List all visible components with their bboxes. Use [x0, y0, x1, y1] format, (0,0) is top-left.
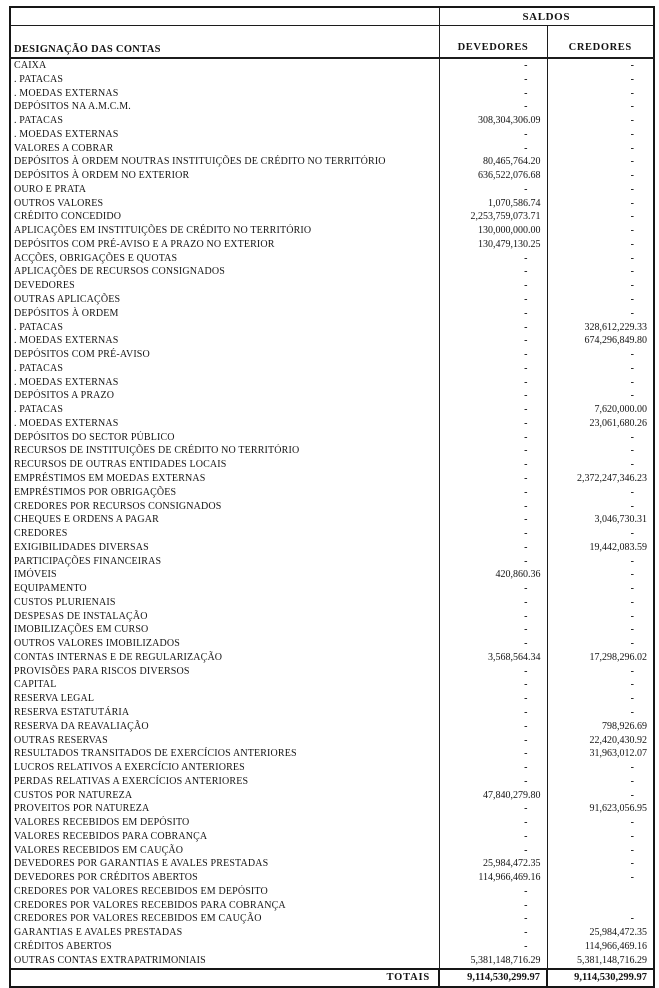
devedores-value-cell: -	[439, 265, 547, 279]
table-row	[10, 100, 654, 114]
account-name-cell: ACÇÕES, OBRIGAÇÕES E QUOTAS	[14, 252, 178, 264]
table-row	[10, 734, 654, 748]
table-row	[10, 128, 654, 142]
account-name-cell: RESERVA ESTATUTÁRIA	[14, 706, 130, 718]
table-row	[10, 458, 654, 472]
account-name-cell: VALORES RECEBIDOS EM CAUÇÃO	[14, 844, 184, 856]
credores-value-cell: 7,620,000.00	[547, 403, 654, 417]
devedores-value-cell: -	[439, 348, 547, 362]
credores-value-cell: -	[547, 128, 654, 142]
table-row	[10, 527, 654, 541]
devedores-value-cell: -	[439, 761, 547, 775]
devedores-value-cell: 308,304,306.09	[439, 114, 547, 128]
devedores-column-header: DEVEDORES	[439, 26, 547, 59]
table-row	[10, 830, 654, 844]
credores-value-cell: -	[547, 610, 654, 624]
credores-value-cell: -	[547, 197, 654, 211]
table-row	[10, 623, 654, 637]
account-name-cell: PARTICIPAÇÕES FINANCEIRAS	[14, 555, 162, 567]
devedores-value-cell: -	[439, 362, 547, 376]
credores-value-cell: -	[547, 857, 654, 871]
credores-value-cell: 31,963,012.07	[547, 747, 654, 761]
credores-value-cell: 5,381,148,716.29	[547, 954, 654, 969]
table-row	[10, 334, 654, 348]
credores-value-cell: -	[547, 844, 654, 858]
table-row	[10, 197, 654, 211]
credores-value-cell: -	[547, 871, 654, 885]
credores-value-cell: -	[547, 155, 654, 169]
credores-value-cell: -	[547, 761, 654, 775]
credores-value-cell: -	[547, 58, 654, 73]
table-row	[10, 954, 654, 969]
devedores-value-cell: -	[439, 665, 547, 679]
devedores-value-cell: 130,479,130.25	[439, 238, 547, 252]
devedores-value-cell: -	[439, 637, 547, 651]
devedores-value-cell: -	[439, 321, 547, 335]
devedores-value-cell: -	[439, 128, 547, 142]
table-row	[10, 816, 654, 830]
devedores-value-cell: 130,000,000.00	[439, 224, 547, 238]
credores-value-cell: -	[547, 376, 654, 390]
credores-value-cell: 798,926.69	[547, 720, 654, 734]
devedores-value-cell: -	[439, 623, 547, 637]
account-name-cell: IMOBILIZAÇÕES EM CURSO	[14, 624, 149, 636]
table-row	[10, 720, 654, 734]
table-row	[10, 224, 654, 238]
table-row	[10, 912, 654, 926]
credores-value-cell: -	[547, 500, 654, 514]
account-name-cell: OUTROS VALORES IMOBILIZADOS	[14, 638, 180, 650]
credores-value-cell	[547, 899, 654, 913]
account-name-cell: . MOEDAS EXTERNAS	[14, 335, 119, 347]
account-name-cell: APLICAÇÕES DE RECURSOS CONSIGNADOS	[14, 266, 225, 278]
account-name-cell: EMPRÉSTIMOS POR OBRIGAÇÕES	[14, 486, 177, 498]
devedores-value-cell: -	[439, 513, 547, 527]
credores-value-cell: 25,984,472.35	[547, 926, 654, 940]
account-name-cell: OUTRAS APLICAÇÕES	[14, 294, 121, 306]
account-name-cell: RESULTADOS TRANSITADOS DE EXERCÍCIOS ANTERIORES	[14, 748, 297, 760]
devedores-value-cell: 5,381,148,716.29	[439, 954, 547, 969]
account-name-cell: CREDORES POR VALORES RECEBIDOS PARA COBRANÇA	[14, 899, 286, 911]
credores-value-cell: -	[547, 362, 654, 376]
table-row	[10, 651, 654, 665]
designacao-column-header: DESIGNAÇÃO DAS CONTAS	[10, 26, 439, 59]
account-name-cell: DEVEDORES POR CRÉDITOS ABERTOS	[14, 872, 198, 884]
devedores-value-cell: -	[439, 775, 547, 789]
devedores-value-cell: -	[439, 458, 547, 472]
table-row	[10, 610, 654, 624]
account-name-cell: DEPÓSITOS À ORDEM NO EXTERIOR	[14, 170, 190, 182]
account-name-cell: RECURSOS DE OUTRAS ENTIDADES LOCAIS	[14, 459, 227, 471]
table-row	[10, 596, 654, 610]
credores-value-cell: -	[547, 444, 654, 458]
devedores-value-cell: -	[439, 100, 547, 114]
devedores-value-cell: -	[439, 527, 547, 541]
accounts-balance-table	[9, 6, 655, 988]
credores-value-cell: -	[547, 348, 654, 362]
table-row	[10, 706, 654, 720]
credores-value-cell: -	[547, 279, 654, 293]
credores-value-cell: -	[547, 100, 654, 114]
credores-value-cell: 674,296,849.80	[547, 334, 654, 348]
devedores-value-cell: 3,568,564.34	[439, 651, 547, 665]
account-name-cell: . PATACAS	[14, 404, 64, 416]
table-row	[10, 568, 654, 582]
account-name-cell: DEPÓSITOS COM PRÉ-AVISO E A PRAZO NO EXTERIOR	[14, 238, 275, 250]
account-name-cell: IMÓVEIS	[14, 569, 57, 581]
credores-value-cell: -	[547, 142, 654, 156]
account-name-cell: CRÉDITO CONCEDIDO	[14, 211, 122, 223]
account-name-cell: DEPÓSITOS À ORDEM NOUTRAS INSTITUIÇÕES DE CRÉDITO NO TERRITÓRIO	[14, 156, 386, 168]
devedores-value-cell: 47,840,279.80	[439, 789, 547, 803]
table-row	[10, 183, 654, 197]
credores-value-cell: -	[547, 623, 654, 637]
account-name-cell: APLICAÇÕES EM INSTITUIÇÕES DE CRÉDITO NO TERRITÓRIO	[14, 225, 312, 237]
table-row	[10, 444, 654, 458]
credores-value-cell: -	[547, 87, 654, 101]
credores-column-header: CREDORES	[547, 26, 654, 59]
table-row	[10, 637, 654, 651]
credores-value-cell: -	[547, 912, 654, 926]
devedores-value-cell: -	[439, 912, 547, 926]
table-row	[10, 871, 654, 885]
devedores-value-cell: -	[439, 142, 547, 156]
devedores-value-cell: -	[439, 747, 547, 761]
account-name-cell: DESPESAS DE INSTALAÇÃO	[14, 610, 148, 622]
account-name-cell: RESERVA LEGAL	[14, 693, 95, 705]
account-name-cell: OUTROS VALORES	[14, 197, 104, 209]
credores-value-cell: -	[547, 527, 654, 541]
totals-devedores-value: 9,114,530,299.97	[439, 969, 547, 987]
account-name-cell: VALORES RECEBIDOS EM DEPÓSITO	[14, 817, 190, 829]
table-row	[10, 307, 654, 321]
devedores-value-cell: -	[439, 431, 547, 445]
account-name-cell: CAPITAL	[14, 679, 57, 691]
account-name-cell: CONTAS INTERNAS E DE REGULARIZAÇÃO	[14, 651, 223, 663]
credores-value-cell: 91,623,056.95	[547, 802, 654, 816]
credores-value-cell: -	[547, 555, 654, 569]
totals-credores-value: 9,114,530,299.97	[547, 969, 654, 987]
account-name-cell: VALORES RECEBIDOS PARA COBRANÇA	[14, 830, 208, 842]
devedores-value-cell: -	[439, 486, 547, 500]
table-row	[10, 802, 654, 816]
credores-value-cell: -	[547, 293, 654, 307]
table-row	[10, 417, 654, 431]
account-name-cell: OURO E PRATA	[14, 183, 87, 195]
account-name-cell: EQUIPAMENTO	[14, 583, 87, 595]
account-name-cell: . MOEDAS EXTERNAS	[14, 417, 119, 429]
devedores-value-cell: -	[439, 58, 547, 73]
totals-label: TOTAIS	[10, 969, 439, 987]
table-row	[10, 73, 654, 87]
table-row	[10, 885, 654, 899]
table-row	[10, 692, 654, 706]
devedores-value-cell: -	[439, 279, 547, 293]
account-name-cell: CUSTOS POR NATUREZA	[14, 789, 133, 801]
devedores-value-cell: -	[439, 444, 547, 458]
credores-value-cell: -	[547, 431, 654, 445]
credores-value-cell: -	[547, 706, 654, 720]
account-name-cell: CRÉDITOS ABERTOS	[14, 941, 112, 952]
devedores-value-cell: -	[439, 417, 547, 431]
table-row	[10, 844, 654, 858]
account-name-cell: . PATACAS	[14, 115, 64, 127]
account-name-cell: . MOEDAS EXTERNAS	[14, 87, 119, 99]
table-row	[10, 210, 654, 224]
credores-value-cell: -	[547, 665, 654, 679]
devedores-value-cell: -	[439, 926, 547, 940]
account-name-cell: . MOEDAS EXTERNAS	[14, 128, 119, 140]
devedores-value-cell: -	[439, 183, 547, 197]
account-name-cell: RECURSOS DE INSTITUIÇÕES DE CRÉDITO NO TERRITÓRIO	[14, 445, 300, 457]
table-row	[10, 513, 654, 527]
devedores-value-cell: -	[439, 720, 547, 734]
credores-value-cell: -	[547, 389, 654, 403]
account-name-cell: CUSTOS PLURIENAIS	[14, 596, 116, 608]
credores-value-cell	[547, 885, 654, 899]
devedores-value-cell: -	[439, 844, 547, 858]
devedores-value-cell: 636,522,076.68	[439, 169, 547, 183]
credores-value-cell: -	[547, 816, 654, 830]
table-row	[10, 940, 654, 954]
devedores-value-cell: -	[439, 376, 547, 390]
credores-value-cell: -	[547, 789, 654, 803]
devedores-value-cell: -	[439, 73, 547, 87]
credores-value-cell: -	[547, 486, 654, 500]
credores-value-cell: 3,046,730.31	[547, 513, 654, 527]
header-empty-cell	[10, 7, 439, 26]
totals-row	[10, 969, 654, 987]
devedores-value-cell: -	[439, 899, 547, 913]
table-row	[10, 665, 654, 679]
credores-value-cell: -	[547, 265, 654, 279]
devedores-value-cell: -	[439, 555, 547, 569]
table-row	[10, 472, 654, 486]
table-row	[10, 857, 654, 871]
credores-value-cell: -	[547, 169, 654, 183]
account-name-cell: . PATACAS	[14, 73, 64, 85]
balance-sheet-document	[9, 6, 653, 983]
credores-value-cell: -	[547, 678, 654, 692]
column-header-row	[10, 26, 654, 59]
credores-value-cell: -	[547, 458, 654, 472]
table-row	[10, 169, 654, 183]
devedores-value-cell: -	[439, 706, 547, 720]
devedores-value-cell: 420,860.36	[439, 568, 547, 582]
devedores-value-cell: -	[439, 403, 547, 417]
credores-value-cell: 23,061,680.26	[547, 417, 654, 431]
devedores-value-cell: -	[439, 816, 547, 830]
devedores-value-cell: -	[439, 596, 547, 610]
devedores-value-cell: -	[439, 610, 547, 624]
table-row	[10, 775, 654, 789]
credores-value-cell: 22,420,430.92	[547, 734, 654, 748]
devedores-value-cell: -	[439, 293, 547, 307]
devedores-value-cell: -	[439, 692, 547, 706]
table-row	[10, 899, 654, 913]
account-name-cell: EXIGIBILIDADES DIVERSAS	[14, 541, 149, 553]
credores-value-cell: -	[547, 73, 654, 87]
credores-value-cell: -	[547, 307, 654, 321]
account-name-cell: OUTRAS RESERVAS	[14, 734, 108, 746]
credores-value-cell: -	[547, 238, 654, 252]
credores-value-cell: -	[547, 775, 654, 789]
account-name-cell: CREDORES POR VALORES RECEBIDOS EM DEPÓSITO	[14, 885, 268, 897]
table-row	[10, 761, 654, 775]
account-name-cell: OUTRAS CONTAS EXTRAPATRIMONIAIS	[14, 954, 206, 966]
account-name-cell: RESERVA DA REAVALIAÇÃO	[14, 720, 149, 732]
credores-value-cell: -	[547, 596, 654, 610]
credores-value-cell: -	[547, 582, 654, 596]
account-name-cell: CAIXA	[14, 60, 47, 71]
table-row	[10, 58, 654, 73]
table-row	[10, 279, 654, 293]
table-row	[10, 403, 654, 417]
table-row	[10, 747, 654, 761]
table-row	[10, 678, 654, 692]
account-name-cell: CREDORES	[14, 528, 68, 540]
account-name-cell: DEPÓSITOS DO SECTOR PÚBLICO	[14, 431, 175, 443]
saldos-header: SALDOS	[439, 7, 654, 26]
table-row	[10, 142, 654, 156]
credores-value-cell: 2,372,247,346.23	[547, 472, 654, 486]
account-name-cell: DEPÓSITOS À ORDEM	[14, 307, 119, 319]
table-row	[10, 926, 654, 940]
credores-value-cell: -	[547, 692, 654, 706]
devedores-value-cell: -	[439, 802, 547, 816]
table-row	[10, 321, 654, 335]
account-name-cell: CREDORES POR VALORES RECEBIDOS EM CAUÇÃO	[14, 913, 262, 925]
account-name-cell: PROVISÕES PARA RISCOS DIVERSOS	[14, 665, 190, 677]
table-row	[10, 155, 654, 169]
table-row	[10, 389, 654, 403]
table-row	[10, 362, 654, 376]
devedores-value-cell: -	[439, 307, 547, 321]
devedores-value-cell: -	[439, 830, 547, 844]
credores-value-cell: 114,966,469.16	[547, 940, 654, 954]
devedores-value-cell: 2,253,759,073.71	[439, 210, 547, 224]
credores-value-cell: -	[547, 568, 654, 582]
devedores-value-cell: -	[439, 334, 547, 348]
account-name-cell: . MOEDAS EXTERNAS	[14, 376, 119, 388]
devedores-value-cell: -	[439, 541, 547, 555]
table-row	[10, 431, 654, 445]
devedores-value-cell: -	[439, 252, 547, 266]
table-row	[10, 582, 654, 596]
table-row	[10, 265, 654, 279]
account-name-cell: LUCROS RELATIVOS A EXERCÍCIO ANTERIORES	[14, 762, 245, 774]
devedores-value-cell: -	[439, 678, 547, 692]
account-name-cell: PROVEITOS POR NATUREZA	[14, 803, 150, 815]
table-row	[10, 500, 654, 514]
table-row	[10, 555, 654, 569]
account-name-cell: GARANTIAS E AVALES PRESTADAS	[14, 927, 183, 939]
account-name-cell: DEVEDORES	[14, 280, 75, 292]
credores-value-cell: -	[547, 252, 654, 266]
saldos-header-row	[10, 7, 654, 26]
credores-value-cell: -	[547, 114, 654, 128]
table-row	[10, 293, 654, 307]
credores-value-cell: 328,612,229.33	[547, 321, 654, 335]
devedores-value-cell: 114,966,469.16	[439, 871, 547, 885]
devedores-value-cell: -	[439, 389, 547, 403]
devedores-value-cell: -	[439, 500, 547, 514]
account-name-cell: CHEQUES E ORDENS A PAGAR	[14, 514, 159, 526]
credores-value-cell: -	[547, 224, 654, 238]
account-name-cell: DEVEDORES POR GARANTIAS E AVALES PRESTADAS	[14, 858, 269, 870]
table-row	[10, 348, 654, 362]
devedores-value-cell: 80,465,764.20	[439, 155, 547, 169]
credores-value-cell: -	[547, 637, 654, 651]
devedores-value-cell: -	[439, 885, 547, 899]
credores-value-cell: 19,442,083.59	[547, 541, 654, 555]
devedores-value-cell: 25,984,472.35	[439, 857, 547, 871]
accounts-body	[10, 58, 654, 969]
table-row	[10, 376, 654, 390]
credores-value-cell: -	[547, 183, 654, 197]
account-name-cell: CREDORES POR RECURSOS CONSIGNADOS	[14, 500, 222, 512]
devedores-value-cell: -	[439, 582, 547, 596]
devedores-value-cell: -	[439, 87, 547, 101]
account-name-cell: DEPÓSITOS COM PRÉ-AVISO	[14, 349, 150, 361]
table-row	[10, 486, 654, 500]
account-name-cell: PERDAS RELATIVAS A EXERCÍCIOS ANTERIORES	[14, 775, 249, 787]
devedores-value-cell: -	[439, 472, 547, 486]
account-name-cell: DEPÓSITOS A PRAZO	[14, 390, 115, 402]
table-row	[10, 238, 654, 252]
account-name-cell: DEPÓSITOS NA A.M.C.M.	[14, 101, 131, 113]
account-name-cell: EMPRÉSTIMOS EM MOEDAS EXTERNAS	[14, 472, 206, 484]
credores-value-cell: -	[547, 830, 654, 844]
account-name-cell: . PATACAS	[14, 321, 64, 333]
devedores-value-cell: -	[439, 734, 547, 748]
account-name-cell: . PATACAS	[14, 362, 64, 374]
account-name-cell: VALORES A COBRAR	[14, 142, 114, 154]
table-row	[10, 541, 654, 555]
credores-value-cell: -	[547, 210, 654, 224]
devedores-value-cell: 1,070,586.74	[439, 197, 547, 211]
table-row	[10, 87, 654, 101]
table-row	[10, 114, 654, 128]
table-row	[10, 789, 654, 803]
table-row	[10, 252, 654, 266]
devedores-value-cell: -	[439, 940, 547, 954]
credores-value-cell: 17,298,296.02	[547, 651, 654, 665]
